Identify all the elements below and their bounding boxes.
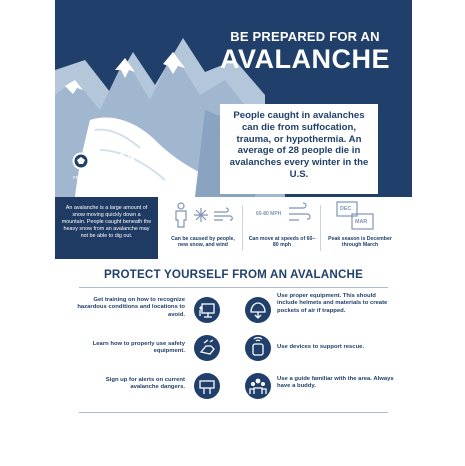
wind-icon xyxy=(213,207,233,223)
speed-caption: Can move at speeds of 60–80 mph xyxy=(248,236,316,249)
calendar-icon xyxy=(336,199,374,231)
avalanche-poster xyxy=(55,0,412,466)
tip-learn-equipment: Learn how to properly use safety equipment. xyxy=(92,341,185,355)
tip-guide-buddy: Use a guide familiar with the area. Always have a buddy. xyxy=(277,376,394,390)
helmet-icon xyxy=(245,297,271,323)
fema-logo: FEMA xyxy=(93,151,137,166)
causes-caption: Can be caused by people, new snow, and wind xyxy=(171,236,235,249)
info-strip xyxy=(55,197,412,259)
divider xyxy=(242,205,243,251)
tip-training: Get training on how to recognize hazardous conditions and locations to avoid. xyxy=(77,297,185,318)
calendar-dec: DEC xyxy=(340,206,352,212)
person-icon xyxy=(172,202,190,228)
bottom-rule xyxy=(79,412,388,413)
dhs-seal-icon xyxy=(72,152,90,170)
tip-alerts: Sign up for alerts on current avalanche dangers. xyxy=(105,377,185,391)
poster-header xyxy=(55,0,412,197)
snowflake-icon xyxy=(193,207,209,223)
document-id: FEMA V-1003/June 2018 xyxy=(73,175,125,180)
title-line-2: AVALANCHE xyxy=(220,44,390,74)
tip-equipment: Use proper equipment. This should include helmets and materials to create pockets of air if trapped. xyxy=(277,293,388,314)
fatality-callout: People caught in avalanches can die from suffocation, trauma, or hypothermia. An average of 28 people die in avalanches every winter in the U.S. xyxy=(220,104,378,194)
section-rule xyxy=(79,287,388,288)
title-line-1: BE PREPARED FOR AN xyxy=(230,29,380,44)
speed-label: 60-80 MPH xyxy=(256,211,282,217)
divider xyxy=(320,205,321,251)
avalanche-definition: An avalanche is a large amount of snow moving quickly down a mountain. People caught beneath the heavy snow from an avalanche may not be able to dig out. xyxy=(55,197,158,259)
training-board-icon xyxy=(194,297,220,323)
season-caption: Peak season is December through March xyxy=(328,236,392,249)
alert-sign-icon xyxy=(194,373,220,399)
hand-equipment-icon xyxy=(194,335,220,361)
tip-rescue-devices: Use devices to support rescue. xyxy=(277,344,365,350)
calendar-mar: MAR xyxy=(355,219,368,225)
beacon-device-icon xyxy=(245,335,271,361)
protect-title: PROTECT YOURSELF FROM AN AVALANCHE xyxy=(103,268,364,281)
speed-wind-icon xyxy=(287,200,311,226)
group-icon xyxy=(245,373,271,399)
